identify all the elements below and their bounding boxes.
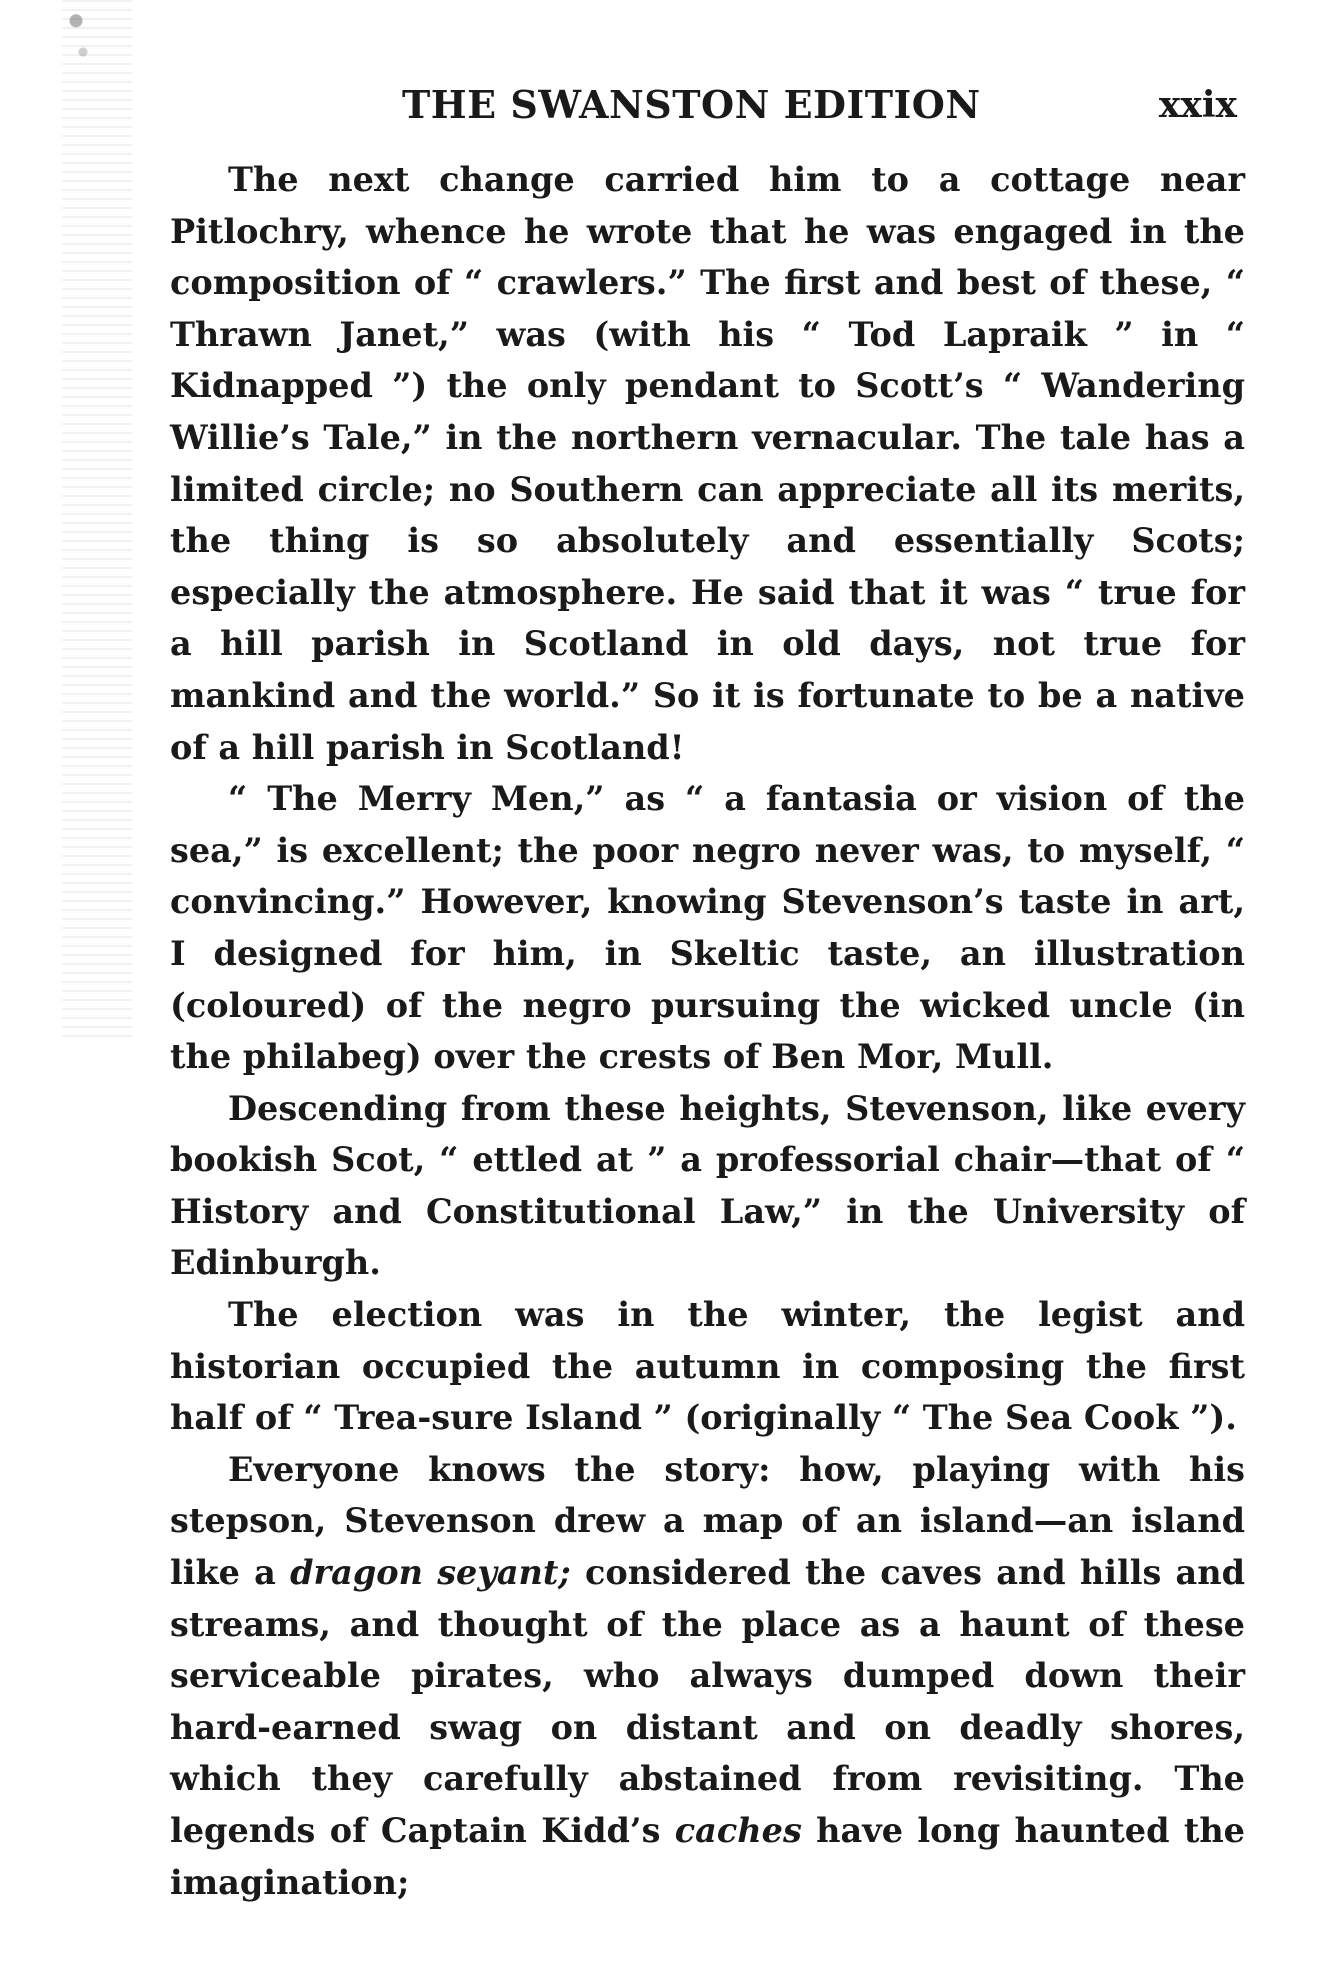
paragraph-3 <box>170 1083 1245 1289</box>
paragraph-2 <box>170 773 1245 1083</box>
paragraph-1 <box>170 154 1245 773</box>
paragraph-4 <box>170 1289 1245 1444</box>
paragraph-5-text-a: Everyone knows the story: how, playing with his stepson, Stevenson drew a map of an island—an island like a <box>170 1449 1245 1593</box>
page-number: xxix <box>1158 84 1237 126</box>
body-text <box>170 154 1245 1908</box>
paragraph-5 <box>170 1444 1245 1908</box>
running-head <box>170 82 1245 132</box>
paragraph-2-text: “ The Merry Men,” as “ a fantasia or vision of the sea,” is excellent; the poor negro never was, to myself, “ convincing.” However, knowing Stevenson’s taste in art, I designed for him, in Skeltic taste, an illustration (coloured) of the negro pursuing the wicked uncle (in the philabeg) over the crests of Ben Mor, Mull. <box>170 779 1245 1077</box>
scan-edge-shadow <box>62 0 132 1040</box>
italic-dragon-seyant: dragon seyant; <box>290 1553 571 1593</box>
paragraph-5-text-b: considered the caves and hills and streams, and thought of the place as a haunt of these serviceable pirates, who always dumped down their hard-earned swag on distant and on deadly shores, which they carefully abstained from revisiting. The legends of Captain Kidd’s <box>170 1553 1246 1850</box>
paragraph-1-text: The next change carried him to a cottage near Pitlochry, whence he wrote that he was engaged in the composition of “ crawlers.” The first and best of these, “ Thrawn Janet,” was (with his “ Tod Lapraik ” in “ Kidnapped ”) the only pendant to Scott’s “ Wandering Willie’s Tale,” in the northern vernacular. The tale has a limited circle; no Southern can appreciate all its merits, the thing is so absolutely and essentially Scots; especially the atmosphere. He said that it was “ true for a hill parish in Scotland in old days, not true for mankind and the world.” So it is fortunate to be a native of a hill parish in Scotland! <box>170 160 1245 767</box>
paragraph-4-text: The election was in the winter, the legist and historian occupied the autumn in composing the first half of “ Trea-sure Island ” (originally “ The Sea Cook ”). <box>170 1295 1245 1438</box>
paragraph-3-text: Descending from these heights, Stevenson, like every bookish Scot, “ ettled at ” a professorial chair—that of “ History and Constitutional Law,” in the University of Edinburgh. <box>170 1088 1245 1283</box>
italic-caches: caches <box>674 1811 802 1850</box>
paragraph-5-text-c: have long haunted the imagination; <box>170 1811 1245 1902</box>
running-head-title: THE SWANSTON EDITION <box>402 82 981 127</box>
